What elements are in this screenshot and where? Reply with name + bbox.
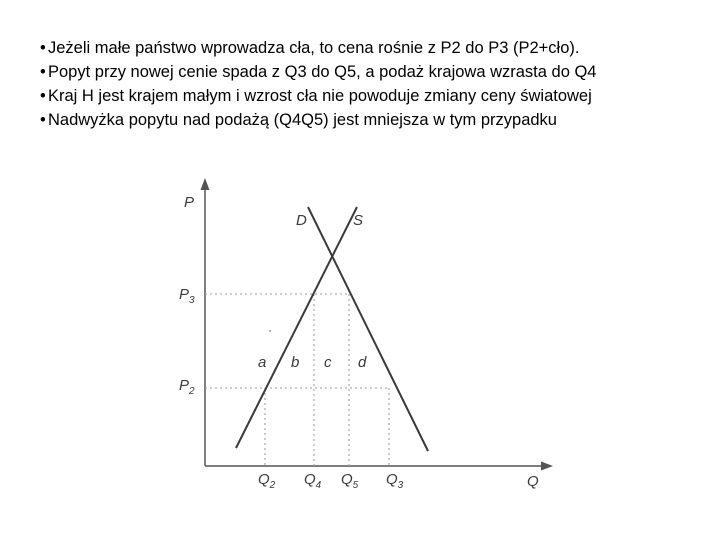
supply-curve [236, 207, 357, 448]
area-label-d: d [358, 354, 367, 371]
x-axis-label: Q [527, 473, 539, 490]
demand-curve [308, 207, 428, 451]
bullet-item: • Kraj H jest krajem małym i wzrost cła nie powoduje zmiany ceny światowej [40, 87, 592, 105]
y-axis-label: P [184, 194, 195, 211]
bullet-item: • Popyt przy nowej cenie spada z Q3 do Q5, a podaż krajowa wzrasta do Q4 [40, 63, 597, 81]
y-axis-arrow [201, 178, 210, 190]
stray-dot [269, 330, 271, 332]
bullet-item: • Nadwyżka popytu nad podażą (Q4Q5) jest mniejsza w tym przypadku [40, 111, 557, 129]
area-label-a: a [258, 354, 267, 371]
guide-lines [205, 294, 389, 466]
quantity-label-q2: $Q_2$ [258, 471, 276, 491]
quantity-label-q4: $Q_4$ [304, 471, 322, 491]
area-label-c: c [324, 354, 332, 371]
supply-label: S [353, 212, 364, 229]
bullet-text: Popyt przy nowej cenie spada z Q3 do Q5, a podaż krajowa wzrasta do Q4 [48, 63, 597, 81]
price-label-p3: $P_3$ [179, 286, 195, 306]
quantity-label-q3: $Q_3$ [386, 471, 404, 491]
demand-label: D [296, 212, 307, 229]
x-axis-arrow [541, 462, 553, 471]
bullet-text: Nadwyżka popytu nad podażą (Q4Q5) jest mniejsza w tym przypadku [48, 111, 557, 129]
quantity-label-q5: $Q_5$ [341, 471, 359, 491]
bullet-text: Kraj H jest krajem małym i wzrost cła nie powoduje zmiany ceny światowej [48, 87, 592, 105]
bullet-item: • Jeżeli małe państwo wprowadza cła, to cena rośnie z P2 do P3 (P2+cło). [40, 39, 580, 57]
price-label-p2: $P_2$ [179, 377, 195, 397]
bullet-text: Jeżeli małe państwo wprowadza cła, to cena rośnie z P2 do P3 (P2+cło). [48, 39, 580, 57]
area-label-b: b [291, 354, 300, 371]
